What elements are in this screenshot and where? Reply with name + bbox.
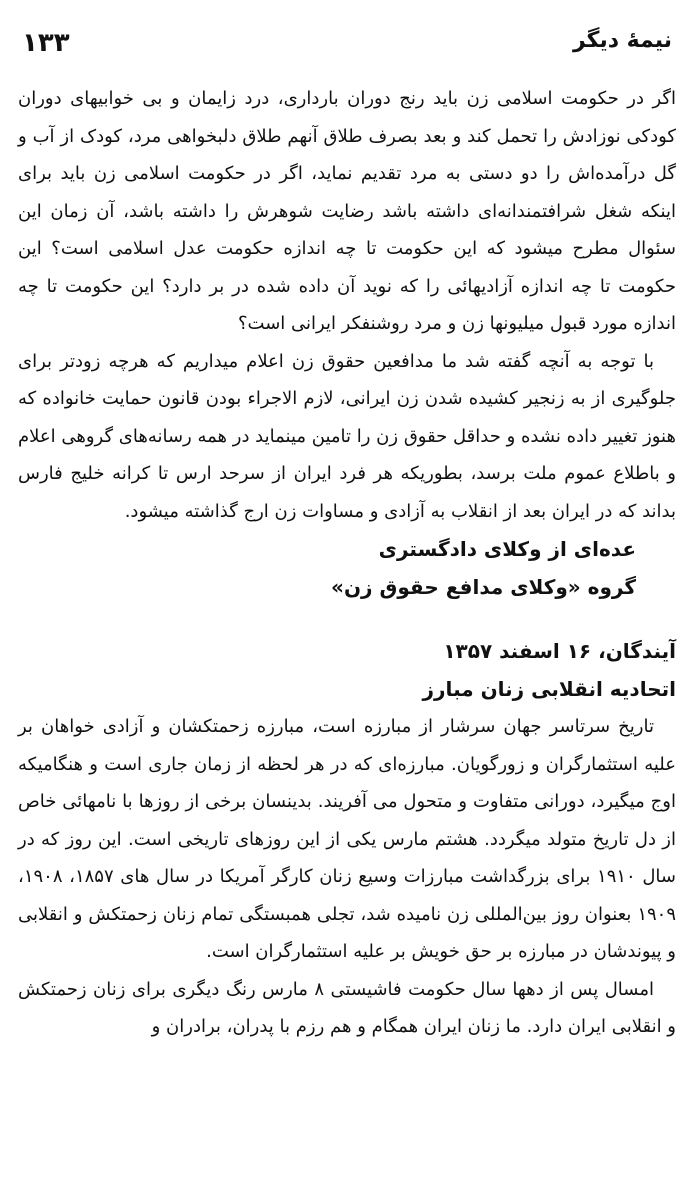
- paragraph: امسال پس از دهها سال حکومت فاشیستی ۸ مارس رنگ دیگری برای زنان زحمتکش و انقلابی ایران دارد. ما زنان ایران همگام و هم رزم با پدران، برادران و: [18, 978, 676, 1037]
- page-header: [22, 28, 672, 68]
- paragraph: اگر در حکومت اسلامی زن باید رنج دوران بارداری، درد زایمان و بی خوابیهای دوران کودکی نوزادش را تحمل کند و بعد بصرف طلاق آنهم طلاق دلبخواهی مرد، کودک از آب و گل درآمده‌اش را دو دستی به مرد تقدیم نماید، اگر در حکومت اسلامی زن باید برای اینکه شغل شرافتمندانه‌ای داشته باشد رضایت شوهرش را داشته باشد، آن زمان این سئوال مطرح میشود که این حکومت تا چه اندازه حکومت عدل اسلامی است؟ این حکومت تا چه اندازه آزادیهائی را که نوید آن داده شده در بر دارد؟ این حکومت تا چه اندازه مورد قبول میلیونها زن و مرد روشنفکر ایرانی است؟: [18, 88, 676, 334]
- paragraph: تاریخ سرتاسر جهان سرشار از مبارزه است، مبارزه زحمتکشان و آزادی خواهان بر علیه استثمارگران و زورگویان. مبارزه‌ای که در هر لحظه از زمان جاری است و هنگامیکه اوج میگیرد، دورانی متفاوت و متحول می آفریند. بدینسان برخی از روزها با نامهائی خاص از دل تاریخ متولد میگردد. هشتم مارس یکی از این روزهای تاریخی است. این روز که در سال ۱۹۱۰ برای بزرگداشت مبارزات وسیع زنان کارگر آمریکا در سال های ۱۸۵۷، ۱۹۰۸، ۱۹۰۹ بعنوان روز بین‌المللی زن نامیده شد، تجلی همبستگی تمام زنان زحمتکش و انقلابی و پیوندشان در مبارزه بر حق خویش بر علیه استثمارگران است.: [18, 716, 677, 962]
- body-text: [18, 80, 676, 1046]
- article-title: اتحادیه انقلابی زنان مبارز: [422, 677, 676, 701]
- source-citation: آیندگان، ۱۶ اسفند ۱۳۵۷: [443, 639, 676, 663]
- page-number: ۱۳۳: [22, 28, 70, 58]
- signature-line: عده‌ای از وکلای دادگستری: [378, 537, 636, 561]
- running-title: نیمهٔ دیگر: [572, 28, 672, 53]
- paragraph: با توجه به آنچه گفته شد ما مدافعین حقوق زن اعلام میداریم که هرچه زودتر برای جلوگیری از به زنجیر کشیده شدن زن ایرانی، لازم الاجراء بودن قانون حمایت خانواده که هنوز تغییر داده نشده و حداقل حقوق زن را تامین مینماید در همه رسانه‌های گروهی اعلام و باطلاع عموم ملت برسد، بطوریکه هر فرد ایران از سرحد ارس تا کرانه خلیج فارس بداند که در ایران بعد از انقلاب به آزادی و مساوات زن ارج گذاشته میشود.: [18, 350, 676, 522]
- signature-line: گروه «وکلای مدافع حقوق زن»: [331, 575, 636, 599]
